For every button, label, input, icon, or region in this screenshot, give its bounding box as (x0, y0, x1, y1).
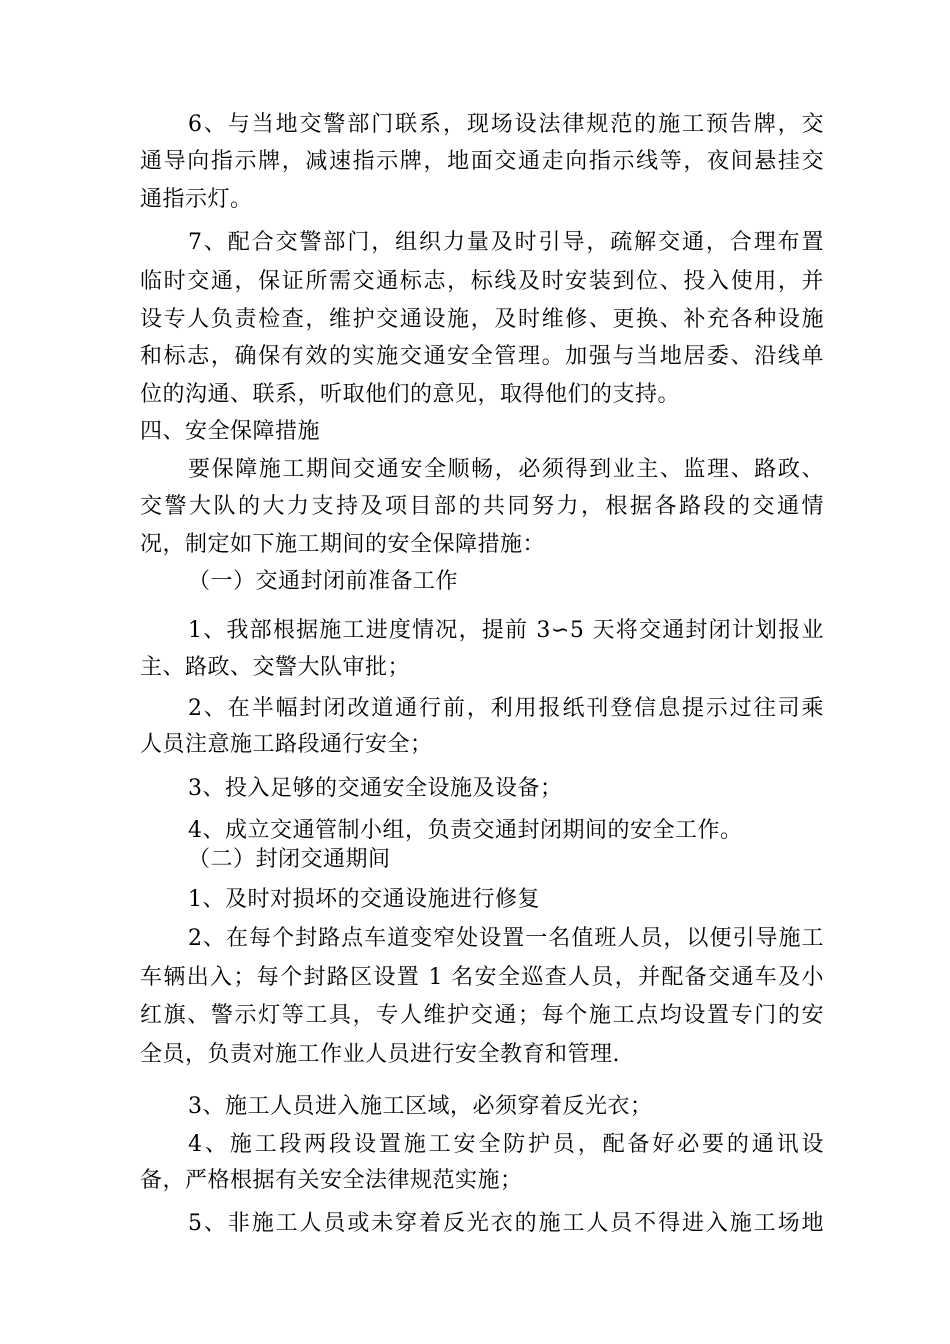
period-item-1: 1、及时对损坏的交通设施进行修复 (188, 887, 540, 912)
intro-line-2: 交警大队的大力支持及项目部的共同努力，根据各路段的交通情 (140, 494, 824, 519)
paragraph-6-line-1: 6、与当地交警部门联系，现场设法律规范的施工预告牌，交 (188, 112, 824, 137)
period-item-2-line-2: 车辆出入；每个封路区设置 1 名安全巡查人员，并配备交通车及小 (140, 965, 824, 990)
prep-item-3: 3、投入足够的交通安全设施及设备； (188, 776, 563, 801)
period-item-4-line-1: 4、施工段两段设置施工安全防护员，配备好必要的通讯设 (188, 1132, 824, 1157)
paragraph-6-line-3: 通指示灯。 (140, 187, 253, 212)
subheading-2: （二）封闭交通期间 (188, 847, 391, 872)
period-item-3: 3、施工人员进入施工区域，必须穿着反光衣； (188, 1094, 653, 1119)
subheading-1: （一）交通封闭前准备工作 (188, 569, 459, 594)
paragraph-6-line-2: 通导向指示牌，减速指示牌，地面交通走向指示线等，夜间悬挂交 (140, 149, 824, 174)
prep-item-1-line-2: 主、路政、交警大队审批； (140, 655, 411, 680)
prep-item-4: 4、成立交通管制小组，负责交通封闭期间的安全工作。 (188, 818, 743, 843)
period-item-2-line-4: 全员，负责对施工作业人员进行安全教育和管理. (140, 1042, 620, 1067)
period-item-2-line-3: 红旗、警示灯等工具，专人维护交通；每个施工点均设置专门的安 (140, 1003, 824, 1028)
period-item-5-line-1: 5、非施工人员或未穿着反光衣的施工人员不得进入施工场地 (188, 1211, 824, 1236)
prep-item-2-line-1: 2、在半幅封闭改道通行前，利用报纸刊登信息提示过往司乘 (188, 696, 824, 721)
paragraph-7-line-4: 和标志，确保有效的实施交通安全管理。加强与当地居委、沿线单 (140, 344, 824, 369)
intro-line-3: 况，制定如下施工期间的安全保障措施： (140, 532, 546, 557)
paragraph-7-line-1: 7、配合交警部门，组织力量及时引导，疏解交通，合理布置 (188, 230, 824, 255)
paragraph-7-line-3: 设专人负责检查，维护交通设施，及时维修、更换、补充各种设施 (140, 307, 824, 332)
intro-line-1: 要保障施工期间交通安全顺畅，必须得到业主、监理、路政、 (188, 457, 824, 482)
paragraph-7-line-2: 临时交通，保证所需交通标志，标线及时安装到位、投入使用，并 (140, 269, 824, 294)
prep-item-2-line-2: 人员注意施工路段通行安全； (140, 732, 433, 757)
period-item-4-line-2: 备，严格根据有关安全法律规范实施； (140, 1168, 523, 1193)
section-heading-4: 四、安全保障措施 (140, 419, 321, 444)
paragraph-7-line-5: 位的沟通、联系，听取他们的意见，取得他们的支持。 (140, 382, 681, 407)
period-item-2-line-1: 2、在每个封路点车道变窄处设置一名值班人员，以便引导施工 (188, 926, 824, 951)
prep-item-1-line-1: 1、我部根据施工进度情况，提前 3∽5 天将交通封闭计划报业 (188, 618, 824, 643)
